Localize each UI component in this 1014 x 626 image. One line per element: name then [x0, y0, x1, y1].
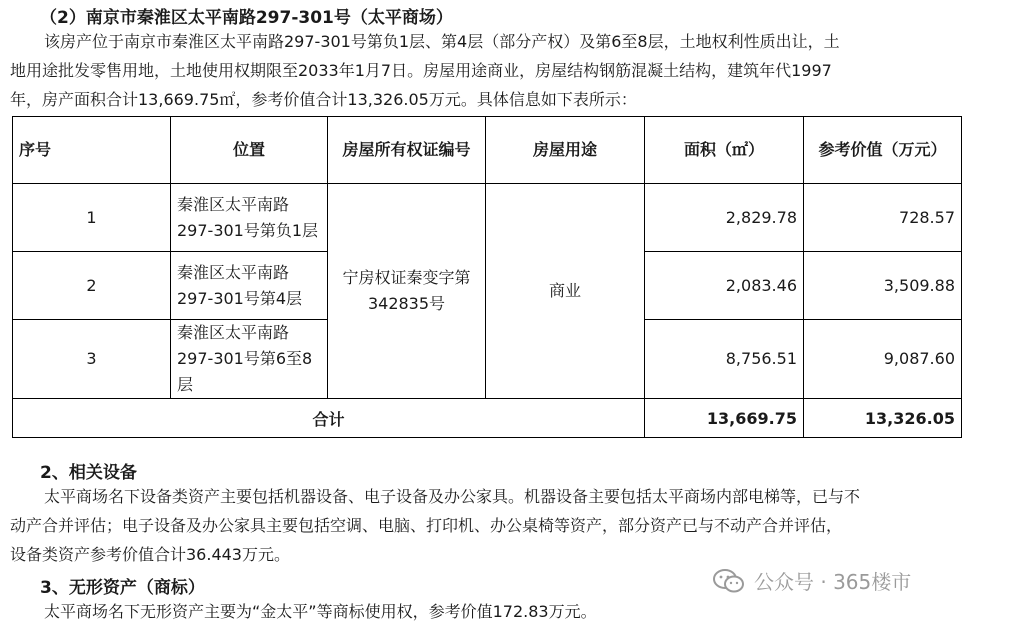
trademark-description	[10, 597, 956, 626]
table-total-row	[13, 399, 962, 438]
total-value: 13,326.05	[804, 399, 962, 438]
header-location: 位置	[171, 117, 328, 184]
cell-value: 728.57	[804, 184, 962, 252]
cell-use: 商业	[486, 184, 645, 399]
paragraph-line: 该房产位于南京市秦淮区太平南路297-301号第负1层、第4层（部分产权）及第6至8层，土地权利性质出让，土	[44, 32, 840, 51]
cell-seq: 3	[13, 320, 171, 399]
cell-area: 2,829.78	[645, 184, 804, 252]
cell-cert: 宁房权证秦变字第342835号	[328, 184, 486, 399]
cell-seq: 1	[13, 184, 171, 252]
watermark-text: 公众号 · 365楼市	[754, 570, 912, 594]
header-area: 面积（㎡）	[645, 117, 804, 184]
total-area: 13,669.75	[645, 399, 804, 438]
paragraph-line: 太平商场名下设备类资产主要包括机器设备、电子设备及办公家具。机器设备主要包括太平商场内部电梯等，已与不	[44, 487, 861, 506]
header-seq: 序号	[13, 117, 171, 184]
header-value: 参考价值（万元）	[804, 117, 962, 184]
header-cert: 房屋所有权证编号	[328, 117, 486, 184]
total-label: 合计	[13, 399, 645, 438]
cell-area: 2,083.46	[645, 252, 804, 320]
cell-location: 秦淮区太平南路297-301号第6至8层	[171, 320, 328, 399]
wechat-icon	[712, 568, 746, 594]
header-use: 房屋用途	[486, 117, 645, 184]
section-heading-equipment: 2、相关设备	[40, 463, 137, 483]
paragraph-line: 年，房产面积合计13,669.75㎡，参考价值合计13,326.05万元。具体信息如下表所示：	[10, 90, 637, 109]
section-heading-trademark: 3、无形资产（商标）	[40, 578, 205, 598]
paragraph-line: 动产合并评估；电子设备及办公家具主要包括空调、电脑、打印机、办公桌椅等资产，部分资产已与不动产合并评估，	[10, 516, 843, 535]
cell-location: 秦淮区太平南路297-301号第负1层	[171, 184, 328, 252]
property-description	[10, 27, 956, 114]
paragraph-line: 太平商场名下无形资产主要为“金太平”等商标使用权，参考价值172.83万元。	[44, 602, 597, 621]
cell-location: 秦淮区太平南路297-301号第4层	[171, 252, 328, 320]
paragraph-line: 设备类资产参考价值合计36.443万元。	[10, 545, 290, 564]
section-heading-property: （2）南京市秦淮区太平南路297-301号（太平商场）	[40, 8, 453, 28]
cell-value: 9,087.60	[804, 320, 962, 399]
table-header-row	[13, 117, 962, 184]
paragraph-line: 地用途批发零售用地，土地使用权期限至2033年1月7日。房屋用途商业，房屋结构钢筋混凝土结构，建筑年代1997	[10, 61, 832, 80]
table-row	[13, 184, 962, 252]
cell-seq: 2	[13, 252, 171, 320]
cell-area: 8,756.51	[645, 320, 804, 399]
equipment-description	[10, 482, 956, 569]
property-table	[12, 116, 962, 438]
watermark	[712, 566, 911, 595]
cell-value: 3,509.88	[804, 252, 962, 320]
